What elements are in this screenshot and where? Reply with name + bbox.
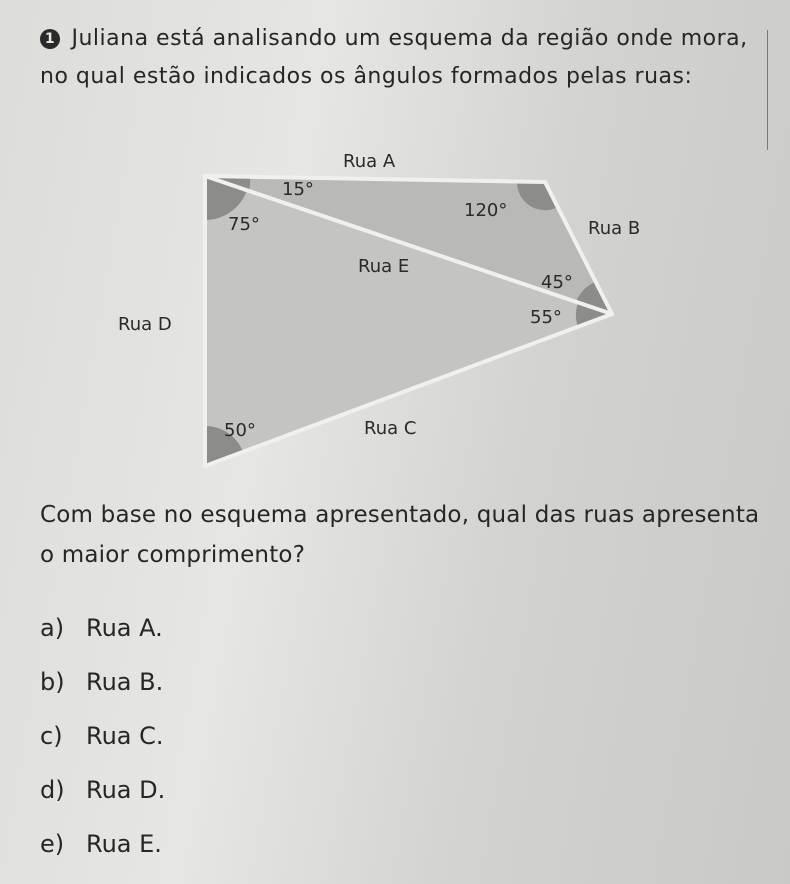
- option-letter: d): [40, 776, 65, 804]
- option-text: Rua C.: [86, 722, 164, 750]
- option-d[interactable]: [40, 767, 165, 821]
- street-diagram: [0, 140, 790, 480]
- option-letter: b): [40, 668, 65, 696]
- option-c[interactable]: [40, 713, 165, 767]
- angle-label-45: 45°: [541, 272, 573, 293]
- angle-label-50: 50°: [224, 420, 256, 441]
- answer-options: [40, 605, 165, 875]
- angle-label-75: 75°: [228, 214, 260, 235]
- option-text: Rua A.: [86, 614, 163, 642]
- option-e[interactable]: [40, 821, 165, 875]
- question-number: 1: [40, 29, 60, 49]
- angle-label-120: 120°: [464, 200, 508, 221]
- street-a-label: Rua A: [343, 151, 396, 172]
- option-letter: e): [40, 830, 65, 858]
- question-intro: [40, 20, 750, 96]
- street-c-label: Rua C: [364, 418, 417, 439]
- option-text: Rua D.: [86, 776, 166, 804]
- option-b[interactable]: [40, 659, 165, 713]
- question-prompt: Com base no esquema apresentado, qual das ruas apresenta o maior comprimento?: [40, 502, 760, 568]
- option-letter: c): [40, 722, 63, 750]
- margin-rule: [767, 30, 768, 150]
- angle-label-15: 15°: [282, 179, 314, 200]
- street-e-label: Rua E: [358, 256, 410, 277]
- option-a[interactable]: [40, 605, 165, 659]
- street-b-label: Rua B: [588, 218, 641, 239]
- option-text: Rua B.: [86, 668, 164, 696]
- option-text: Rua E.: [86, 830, 162, 858]
- street-d-label: Rua D: [118, 314, 172, 335]
- angle-label-55: 55°: [530, 307, 562, 328]
- option-letter: a): [40, 614, 65, 642]
- question-intro-text: Juliana está analisando um esquema da região onde mora, no qual estão indicados os ângulos formados pelas ruas:: [40, 26, 748, 89]
